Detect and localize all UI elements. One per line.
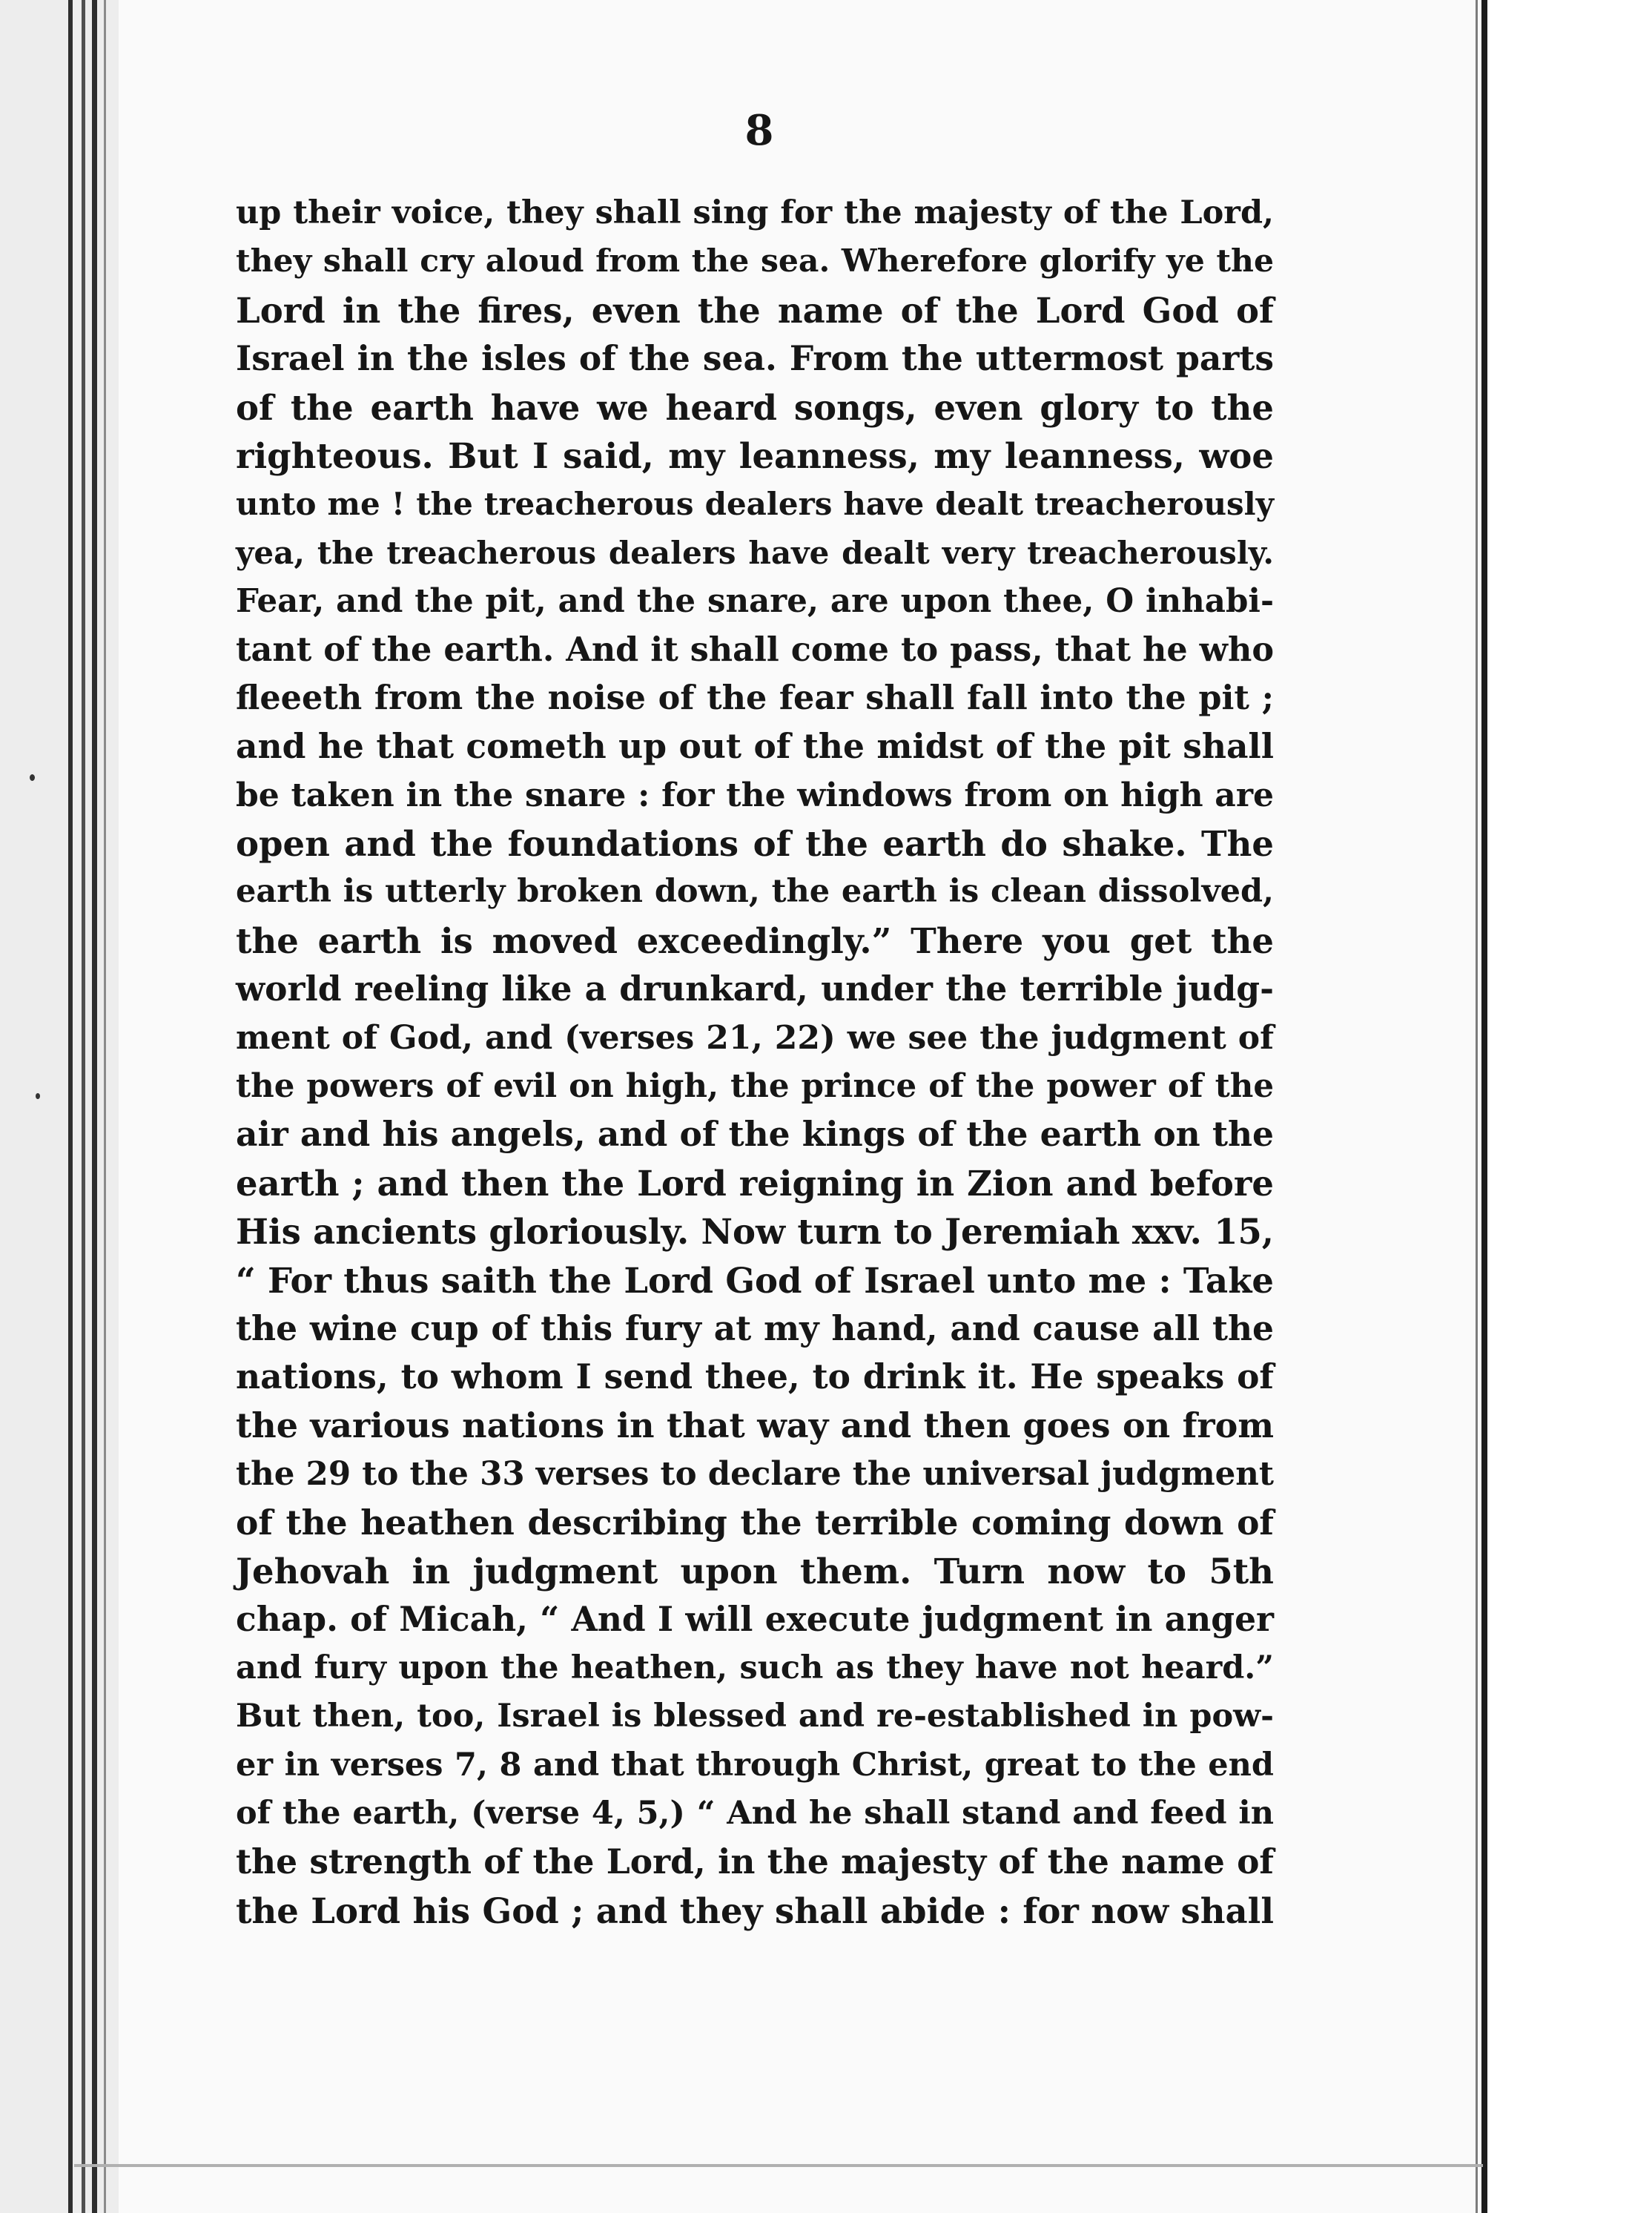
text-line: air and his angels, and of the kings of the earth on the bbox=[236, 1114, 1274, 1155]
text-line: fleeeth from the noise of the fear shall fall into the pit ; bbox=[236, 678, 1274, 717]
text-line: world reeling like a drunkard, under the terrible judg- bbox=[236, 969, 1274, 1009]
text-line: the earth is moved exceedingly.” There you get the bbox=[236, 920, 1274, 961]
text-line: be taken in the snare : for the windows from on high are bbox=[236, 776, 1274, 814]
text-line: of the earth have we heard songs, even glory to the bbox=[236, 386, 1274, 428]
text-line: er in verses 7, 8 and that through Christ, great to the end bbox=[236, 1746, 1274, 1784]
text-line: up their voice, they shall sing for the majesty of the Lord, bbox=[236, 194, 1274, 231]
text-line: of the heathen describing the terrible coming down of bbox=[236, 1502, 1274, 1543]
page-gutter-shadow bbox=[1476, 0, 1478, 2213]
page-edge-line bbox=[92, 0, 97, 2213]
text-line: the 29 to the 33 verses to declare the universal judgment bbox=[236, 1455, 1274, 1494]
page-edge-line bbox=[82, 0, 85, 2213]
text-line: the powers of evil on high, the prince of the power of the bbox=[236, 1067, 1274, 1106]
text-line: But then, too, Israel is blessed and re-established in pow- bbox=[236, 1698, 1274, 1735]
text-line: earth is utterly broken down, the earth is clean dissolved, bbox=[236, 873, 1274, 911]
text-line: Lord in the fires, even the name of the Lord God of bbox=[236, 289, 1274, 331]
text-line: yea, the treacherous dealers have dealt very treacherously. bbox=[236, 534, 1274, 571]
page-edge-line bbox=[68, 0, 73, 2213]
page-edge-line bbox=[104, 0, 106, 2213]
ink-speck bbox=[30, 774, 35, 781]
page-edges bbox=[0, 0, 119, 2213]
text-line: the various nations in that way and then goes on from bbox=[236, 1405, 1274, 1445]
text-line: earth ; and then the Lord reigning in Zion and before bbox=[236, 1162, 1274, 1204]
page-number: 8 bbox=[744, 106, 774, 155]
text-line: righteous. But I said, my leanness, my leanness, woe bbox=[236, 435, 1274, 476]
text-line: they shall cry aloud from the sea. Wherefore glorify ye the bbox=[236, 243, 1274, 280]
text-line: the wine cup of this fury at my hand, and cause all the bbox=[236, 1307, 1274, 1348]
text-line: of the earth, (verse 4, 5,) “ And he shall stand and feed in bbox=[236, 1794, 1274, 1832]
body-text bbox=[236, 189, 1274, 1935]
facing-page-margin bbox=[1487, 0, 1652, 2213]
text-line: ment of God, and (verses 21, 22) we see the judgment of bbox=[236, 1018, 1274, 1057]
text-line: open and the foundations of the earth do shake. The bbox=[236, 823, 1274, 865]
text-line: Fear, and the pit, and the snare, are upon thee, O inhabi- bbox=[236, 582, 1274, 621]
text-line: nations, to whom I send thee, to drink it. He speaks of bbox=[236, 1356, 1274, 1397]
text-line: and fury upon the heathen, such as they have not heard.” bbox=[236, 1649, 1274, 1686]
text-line: the Lord his God ; and they shall abide : for now shall bbox=[236, 1890, 1274, 1931]
text-line: Israel in the isles of the sea. From the uttermost parts bbox=[236, 338, 1274, 379]
page-bottom-edge bbox=[74, 2164, 1483, 2167]
text-line: unto me ! the treacherous dealers have dealt treacherously bbox=[236, 486, 1274, 523]
text-line: “ For thus saith the Lord God of Israel unto me : Take bbox=[236, 1259, 1274, 1301]
ink-speck bbox=[36, 1093, 40, 1099]
text-line: chap. of Micah, “ And I will execute judgment in anger bbox=[236, 1599, 1274, 1640]
text-line: and he that cometh up out of the midst of the pit shall bbox=[236, 726, 1274, 767]
text-line: the strength of the Lord, in the majesty of the name of bbox=[236, 1841, 1274, 1882]
text-line: tant of the earth. And it shall come to pass, that he who bbox=[236, 630, 1274, 669]
page-gutter bbox=[1481, 0, 1487, 2213]
text-line: His ancients gloriously. Now turn to Jeremiah xxv. 15, bbox=[236, 1211, 1274, 1253]
text-line: Jehovah in judgment upon them. Turn now to 5th bbox=[236, 1550, 1274, 1592]
